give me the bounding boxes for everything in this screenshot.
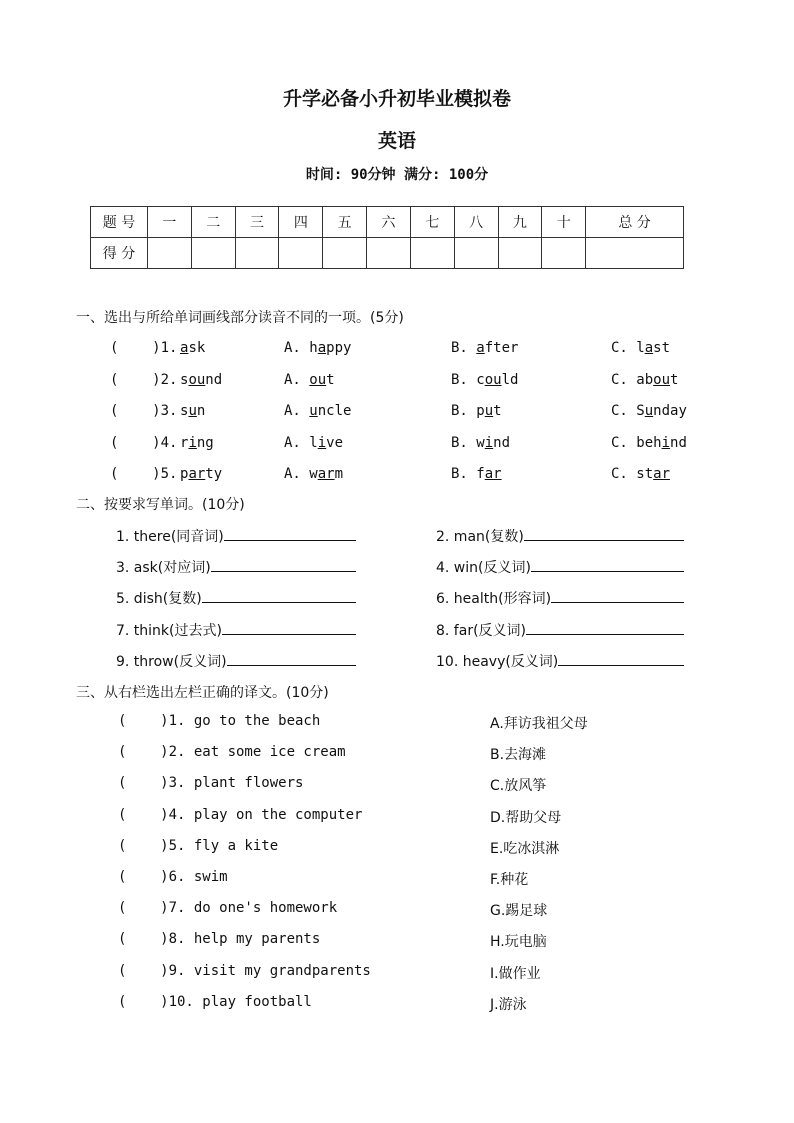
text-part: ty <box>205 466 223 482</box>
question-number[interactable]: ( )2. <box>110 371 178 388</box>
word-task <box>436 588 684 608</box>
text-part: B. f <box>451 466 485 482</box>
underlined-part: i <box>188 434 197 451</box>
question-word <box>180 340 205 356</box>
match-option: I.做作业 <box>490 965 541 982</box>
score-header-cell: 二 <box>191 207 235 238</box>
underlined-part: a <box>644 340 654 356</box>
match-option: E.吃冰淇淋 <box>490 840 560 857</box>
text-part: nd <box>670 434 687 451</box>
match-option: J.游泳 <box>490 996 527 1013</box>
option-word <box>284 403 351 419</box>
underlined-part: ou <box>188 371 206 388</box>
word-task <box>116 620 356 640</box>
option-word <box>611 466 670 482</box>
match-item[interactable]: ( )10. play football <box>118 993 312 1010</box>
score-header-row <box>91 207 684 238</box>
underlined-part: a <box>317 340 327 356</box>
score-header-cell: 三 <box>235 207 279 238</box>
text-part: C. l <box>611 340 645 356</box>
section2-heading: 二、按要求写单词。(10分) <box>76 497 245 513</box>
task-label: 7. think(过去式) <box>116 622 222 639</box>
option-word <box>451 372 518 388</box>
task-label: 9. throw(反义词) <box>116 653 227 670</box>
option-b[interactable] <box>451 372 518 388</box>
answer-blank[interactable] <box>224 526 356 541</box>
text-part: t <box>326 371 335 388</box>
subject-title: 英语 <box>377 130 416 152</box>
option-word <box>451 435 510 451</box>
question-word <box>180 403 205 419</box>
underlined-part: u <box>309 403 318 419</box>
text-part: C. beh <box>611 434 662 451</box>
option-b[interactable] <box>451 466 502 482</box>
match-option: D.帮助父母 <box>490 809 562 826</box>
word <box>180 372 222 388</box>
text-part: t <box>670 371 679 388</box>
match-option: A.拜访我祖父母 <box>490 716 588 732</box>
text-part: A. h <box>284 340 318 356</box>
match-item[interactable]: ( )6. swim <box>118 869 228 885</box>
match-item[interactable]: ( )3. plant flowers <box>118 775 304 792</box>
option-b[interactable] <box>451 340 518 356</box>
underlined-part: ar <box>653 466 671 482</box>
text-part: A. <box>284 403 310 419</box>
option-word <box>451 466 502 482</box>
answer-blank[interactable] <box>222 620 356 635</box>
text-part: r <box>180 434 189 451</box>
word-task <box>116 526 356 546</box>
score-header-cell: 总 分 <box>586 207 684 238</box>
task-label: 5. dish(复数) <box>116 591 202 608</box>
text-part: A. l <box>284 434 318 451</box>
word <box>180 340 205 356</box>
text-part: B. c <box>451 371 485 388</box>
underlined-part: i <box>317 434 327 451</box>
option-word <box>611 435 687 451</box>
underlined-part: ou <box>484 371 502 388</box>
option-word <box>611 403 687 419</box>
question-number[interactable]: ( )1. <box>110 340 178 356</box>
word-task <box>116 588 356 608</box>
option-word <box>451 340 518 356</box>
score-cell[interactable] <box>279 238 323 269</box>
text-part: ve <box>326 434 344 451</box>
score-cell[interactable] <box>235 238 279 269</box>
match-option: G.踢足球 <box>490 903 548 920</box>
question-word <box>180 372 222 388</box>
answer-blank[interactable] <box>551 588 684 603</box>
match-option: C.放风筝 <box>490 778 547 795</box>
option-word <box>451 403 502 419</box>
score-cell[interactable] <box>367 238 411 269</box>
score-cell[interactable] <box>148 238 192 269</box>
underlined-part: a <box>180 340 189 356</box>
underlined-part: i <box>484 434 494 451</box>
underlined-part: ou <box>309 371 327 388</box>
text-part: fter <box>484 340 519 356</box>
underlined-part: ar <box>484 466 502 482</box>
option-word <box>611 340 670 356</box>
score-header-cell: 十 <box>542 207 586 238</box>
word <box>180 435 214 451</box>
text-part: n <box>196 403 206 419</box>
match-option: B.去海滩 <box>490 747 547 764</box>
option-a[interactable] <box>284 466 343 482</box>
text-part: nd <box>493 434 511 451</box>
text-part: nday <box>653 403 687 419</box>
underlined-part: u <box>484 403 494 419</box>
task-label: 2. man(复数) <box>436 529 524 545</box>
exam-title: 升学必备小升初毕业模拟卷 <box>282 88 511 110</box>
question-number[interactable]: ( )4. <box>110 434 178 451</box>
word <box>180 403 205 419</box>
option-word <box>611 372 678 388</box>
question-word <box>180 466 222 482</box>
question-number[interactable]: ( )5. <box>110 466 178 482</box>
option-b[interactable] <box>451 403 502 419</box>
option-c[interactable] <box>611 403 687 419</box>
text-part: s <box>180 371 189 388</box>
text-part: nd <box>205 371 223 388</box>
option-word <box>284 372 335 388</box>
answer-blank[interactable] <box>558 651 684 666</box>
question-number[interactable]: ( )3. <box>110 403 178 419</box>
match-option: H.玩电脑 <box>490 934 547 951</box>
section3-heading: 三、从右栏选出左栏正确的译文。(10分) <box>76 685 329 701</box>
match-item[interactable]: ( )9. visit my grandparents <box>118 962 371 979</box>
text-part: B. <box>451 340 477 356</box>
word-task <box>436 557 684 577</box>
task-label: 1. there(同音词) <box>116 529 224 545</box>
text-part: ncle <box>317 403 352 419</box>
match-item[interactable]: ( )8. help my parents <box>118 931 321 948</box>
match-option: F.种花 <box>490 872 529 888</box>
answer-blank[interactable] <box>531 557 684 572</box>
score-cell[interactable] <box>498 238 542 269</box>
text-part: s <box>180 403 189 419</box>
score-header-cell: 九 <box>498 207 542 238</box>
score-header-cell: 一 <box>148 207 192 238</box>
match-item[interactable]: ( )1. go to the beach <box>118 713 321 729</box>
option-a[interactable] <box>284 372 335 388</box>
score-cell[interactable] <box>410 238 454 269</box>
option-b[interactable] <box>451 435 510 451</box>
word-task <box>116 651 356 671</box>
score-table <box>90 206 684 269</box>
text-part: B. w <box>451 434 485 451</box>
question-word <box>180 435 214 451</box>
word-task <box>116 557 356 577</box>
option-c[interactable] <box>611 372 678 388</box>
option-c[interactable] <box>611 466 670 482</box>
option-a[interactable] <box>284 435 343 451</box>
score-row <box>91 238 684 269</box>
match-item[interactable]: ( )7. do one's homework <box>118 900 338 917</box>
text-part: B. p <box>451 403 485 419</box>
underlined-part: i <box>661 434 671 451</box>
word-task <box>436 526 684 546</box>
task-label: 8. far(反义词) <box>436 622 526 639</box>
score-cell[interactable] <box>191 238 235 269</box>
text-part: A. w <box>284 466 318 482</box>
underlined-part: u <box>188 403 197 419</box>
text-part: C. ab <box>611 371 654 388</box>
text-part: C. st <box>611 466 654 482</box>
option-a[interactable] <box>284 340 351 356</box>
text-part: st <box>653 340 671 356</box>
task-label: 4. win(反义词) <box>436 560 531 577</box>
match-item[interactable]: ( )2. eat some ice cream <box>118 744 346 761</box>
underlined-part: u <box>644 403 654 419</box>
answer-blank[interactable] <box>524 526 684 541</box>
score-header-cell: 五 <box>323 207 367 238</box>
option-c[interactable] <box>611 340 670 356</box>
score-header-cell: 七 <box>410 207 454 238</box>
text-part: m <box>334 466 344 482</box>
option-word <box>284 466 343 482</box>
score-row-label: 得 分 <box>91 238 148 269</box>
underlined-part: ar <box>317 466 335 482</box>
text-part: sk <box>188 340 206 356</box>
score-header-cell: 题 号 <box>91 207 148 238</box>
answer-blank[interactable] <box>227 651 356 666</box>
option-word <box>284 435 343 451</box>
word-task <box>436 651 684 671</box>
answer-blank[interactable] <box>526 620 684 635</box>
option-word <box>284 340 351 356</box>
text-part: C. S <box>611 403 645 419</box>
answer-blank[interactable] <box>202 588 356 603</box>
underlined-part: a <box>476 340 485 356</box>
task-label: 10. heavy(反义词) <box>436 653 559 670</box>
score-header-cell: 八 <box>454 207 498 238</box>
underlined-part: ou <box>653 371 671 388</box>
word-task <box>436 620 684 640</box>
text-part: ld <box>501 371 519 388</box>
text-part: p <box>180 466 189 482</box>
score-cell[interactable] <box>323 238 367 269</box>
task-label: 6. health(形容词) <box>436 591 552 608</box>
match-item[interactable]: ( )5. fly a kite <box>118 837 279 854</box>
option-a[interactable] <box>284 403 351 419</box>
score-cell[interactable] <box>454 238 498 269</box>
task-label: 3. ask(对应词) <box>116 560 211 577</box>
text-part: ng <box>196 434 214 451</box>
match-item[interactable]: ( )4. play on the computer <box>118 806 363 823</box>
score-cell[interactable] <box>586 238 684 269</box>
score-header-cell: 六 <box>367 207 411 238</box>
text-part: ppy <box>326 340 352 356</box>
answer-blank[interactable] <box>211 557 356 572</box>
time-info: 时间: 90分钟 满分: 100分 <box>305 167 489 183</box>
text-part: A. <box>284 371 310 388</box>
word <box>180 466 222 482</box>
text-part: t <box>493 403 502 419</box>
score-header-cell: 四 <box>279 207 323 238</box>
underlined-part: ar <box>188 466 206 482</box>
score-cell[interactable] <box>542 238 586 269</box>
option-c[interactable] <box>611 435 687 451</box>
section1-heading: 一、选出与所给单词画线部分读音不同的一项。(5分) <box>76 310 404 326</box>
